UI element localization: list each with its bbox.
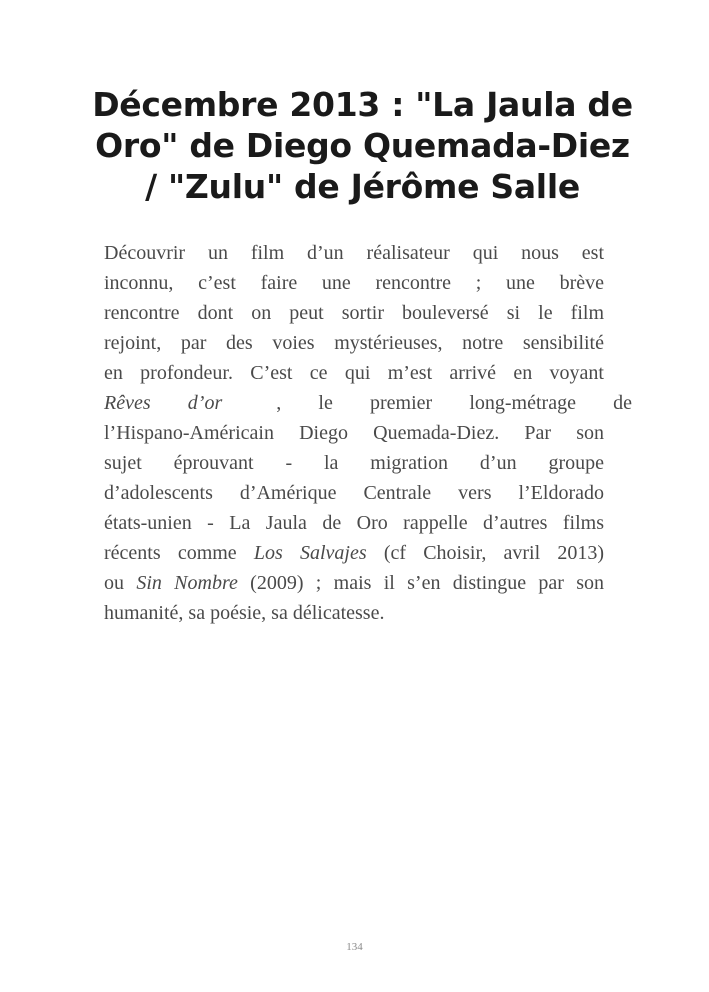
- paragraph-line-8: sujet éprouvant - la migration d’un groupe: [104, 452, 604, 474]
- title-line-2: Oro" de Diego Quemada-Diez: [95, 126, 630, 165]
- page-title: [80, 84, 645, 207]
- page-number: 134: [346, 941, 363, 953]
- title-line-1: Décembre 2013 : "La Jaula de: [92, 85, 633, 124]
- paragraph-line-10: états-unien - La Jaula de Oro rappelle d’autres films: [104, 512, 604, 534]
- paragraph-line-6: [104, 388, 632, 418]
- paragraph-line-11-post: (cf Choisir, avril 2013): [366, 542, 605, 564]
- film-title-los-salvajes: Los Salvajes: [253, 542, 367, 564]
- film-title-reves-dor: Rêves d’or: [104, 392, 223, 414]
- title-line-3: / "Zulu" de Jérôme Salle: [145, 167, 580, 206]
- paragraph-line-7: l’Hispano-Américain Diego Quemada-Diez. Par son: [104, 422, 604, 444]
- paragraph-line-6-text: , le premier long-métrage de: [276, 392, 632, 414]
- paragraph-line-13: humanité, sa poésie, sa délicatesse.: [104, 602, 385, 624]
- paragraph-line-12-post: (2009) ; mais il s’en distingue par son: [237, 572, 605, 594]
- paragraph-line-9: d’adolescents d’Amérique Centrale vers l’Eldorado: [104, 482, 604, 504]
- paragraph-line-11: [104, 538, 604, 568]
- paragraph-line-11-pre: récents comme: [104, 542, 254, 564]
- paragraph-line-3: rencontre dont on peut sortir bouleversé si le film: [104, 302, 604, 324]
- paragraph-line-2: inconnu, c’est faire une rencontre ; une brève: [104, 272, 604, 294]
- film-title-sin-nombre: Sin Nombre: [136, 572, 238, 594]
- paragraph-line-1: Découvrir un film d’un réalisateur qui nous est: [104, 242, 604, 264]
- body-paragraph: [104, 238, 632, 628]
- paragraph-line-12: [104, 568, 604, 598]
- paragraph-line-4: rejoint, par des voies mystérieuses, notre sensibilité: [104, 332, 604, 354]
- paragraph-line-12-pre: ou: [104, 572, 137, 594]
- paragraph-line-5: en profondeur. C’est ce qui m’est arrivé en voyant: [104, 362, 604, 384]
